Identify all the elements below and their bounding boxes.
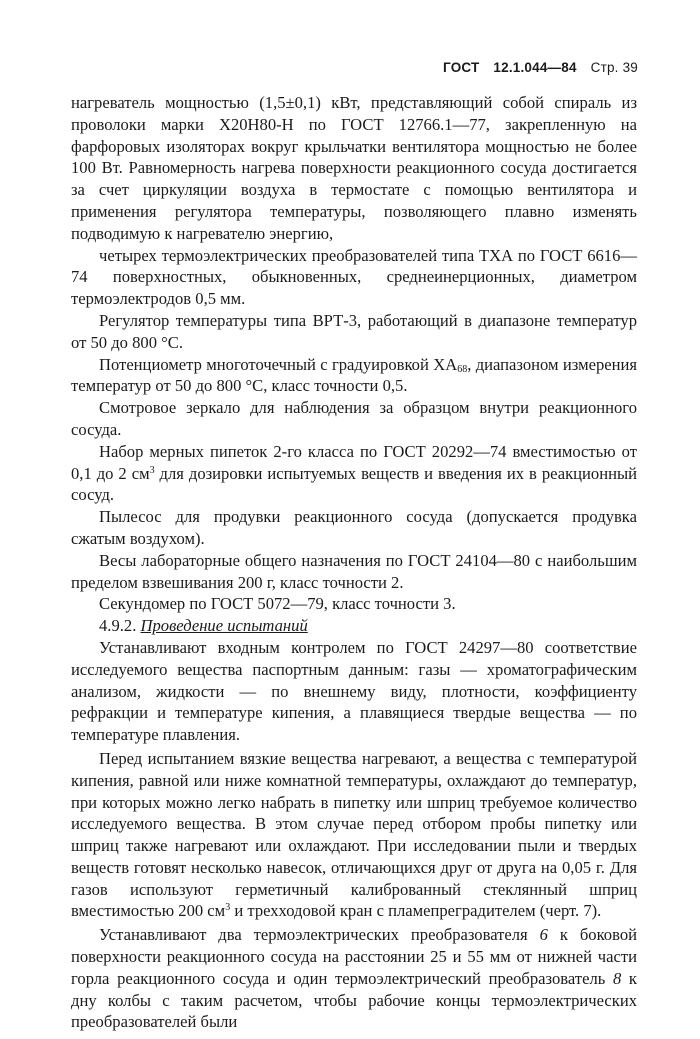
paragraph-temperature-regulator: Регулятор температуры типа ВРТ-3, работающий в диапазоне температур от 50 до 800 °С. xyxy=(71,310,637,352)
potentiometer-text-a: Потенциометр многоточечный с градуировкой ХА xyxy=(99,354,458,374)
pipettes-text-b: для дозировки испытуемых веществ и введения их в реакционный сосуд. xyxy=(71,463,638,505)
section-title: Проведение испытаний xyxy=(140,616,308,636)
paragraph-scales: Весы лабораторные общего назначения по ГОСТ 24104—80 с наибольшим пределом взвешивания 200 г, класс точности 2. xyxy=(71,550,637,592)
paragraph-input-control: Устанавливают входным контролем по ГОСТ 24297—80 соответствие исследуемого вещества паспортным данным: газы — хроматографическим анализом, жидкости — по внешнему виду, плотности, коэффициенту рефракции и температуре кипения, а плавящиеся твердые вещества — по температуре плавления. xyxy=(71,637,637,745)
pipettes-superscript: 3 xyxy=(149,464,155,476)
potentiometer-subscript: 68 xyxy=(457,363,468,375)
document-body xyxy=(71,92,637,1033)
paragraph-mirror: Смотровое зеркало для наблюдения за образцом внутри реакционного сосуда. xyxy=(71,398,637,439)
paragraph-heater: нагреватель мощностью (1,5±0,1) кВт, представляющий собой спираль из проволоки марки Х20Н80-Н по ГОСТ 12766.1—77, закрепленную на фарфоровых изоляторах вокруг крыльчатки вентилятора мощностью не более 100 Вт. Равномерность нагрева поверхности реакционного сосуда достигается за счет циркуляции воздуха в термостате с помощью вентилятора и применения регулятора температуры, позволяющего плавно изменять подводимую к нагревателю энергию, xyxy=(71,93,637,243)
paragraph-stopwatch: Секундомер по ГОСТ 5072—79, класс точности 3. xyxy=(99,594,456,614)
section-number: 4.9.2. xyxy=(99,616,137,636)
header-number: 12.1.044—84 xyxy=(493,60,577,75)
paragraph-potentiometer xyxy=(71,354,637,398)
sample-prep-text-a: Перед испытанием вязкие вещества нагревают, а вещества с температурой кипения, равной или ниже комнатной температуры, охлаждают до температур, при которых можно легко набрать в пипетку или шприц требуемое количество исследуемого вещества. В этом случае перед отбором пробы пипетку или шприц также нагревают или охлаждают. При исследовании пыли и твердых веществ готовят несколько навесок, отличающихся друг от друга на 0,05 г. Для газов используют герметичный калиброванный стеклянный шприц вместимостью 200 см xyxy=(71,748,637,921)
install-text-a: Устанавливают два термоэлектрических преобразователя xyxy=(99,925,540,945)
sample-prep-superscript: 3 xyxy=(225,902,231,914)
header-page-number: Стр. 39 xyxy=(590,60,638,75)
section-heading xyxy=(71,615,637,637)
install-text-c: к дну колбы с таким расчетом, чтобы рабочие концы термоэлектрических преобразователей были xyxy=(71,968,637,1032)
install-text-b: к боковой поверхности реакционного сосуда на расстоянии 25 и 55 мм от нижней части горла реакционного сосуда и один термоэлектрический преобразователь xyxy=(71,925,637,988)
paragraph-thermocouple-install xyxy=(71,924,637,1033)
paragraph-thermocouples: четырех термоэлектрических преобразователей типа ТХА по ГОСТ 6616—74 поверхностных, обыкновенных, среднеинерционных, диаметром термоэлектродов 0,5 мм. xyxy=(71,245,637,309)
paragraph-sample-preparation xyxy=(71,748,637,922)
paragraph-vacuum-cleaner: Пылесос для продувки реакционного сосуда (допускается продувка сжатым воздухом). xyxy=(71,507,637,548)
sample-prep-text-b: и трехходовой кран с пламепреградителем (черт. 7). xyxy=(230,901,602,921)
pipettes-text-a: Набор мерных пипеток 2-го класса по ГОСТ 20292—74 вместимостью от 0,1 до 2 см xyxy=(71,441,637,483)
install-ref-8: 8 xyxy=(612,968,622,988)
paragraph-pipettes xyxy=(71,441,637,506)
page-header xyxy=(433,60,638,75)
install-ref-6: 6 xyxy=(539,925,548,945)
header-standard: ГОСТ xyxy=(443,60,480,75)
potentiometer-text-b: , диапазоном измерения температур от 50 до 800 °С, класс точности 0,5. xyxy=(71,354,637,396)
